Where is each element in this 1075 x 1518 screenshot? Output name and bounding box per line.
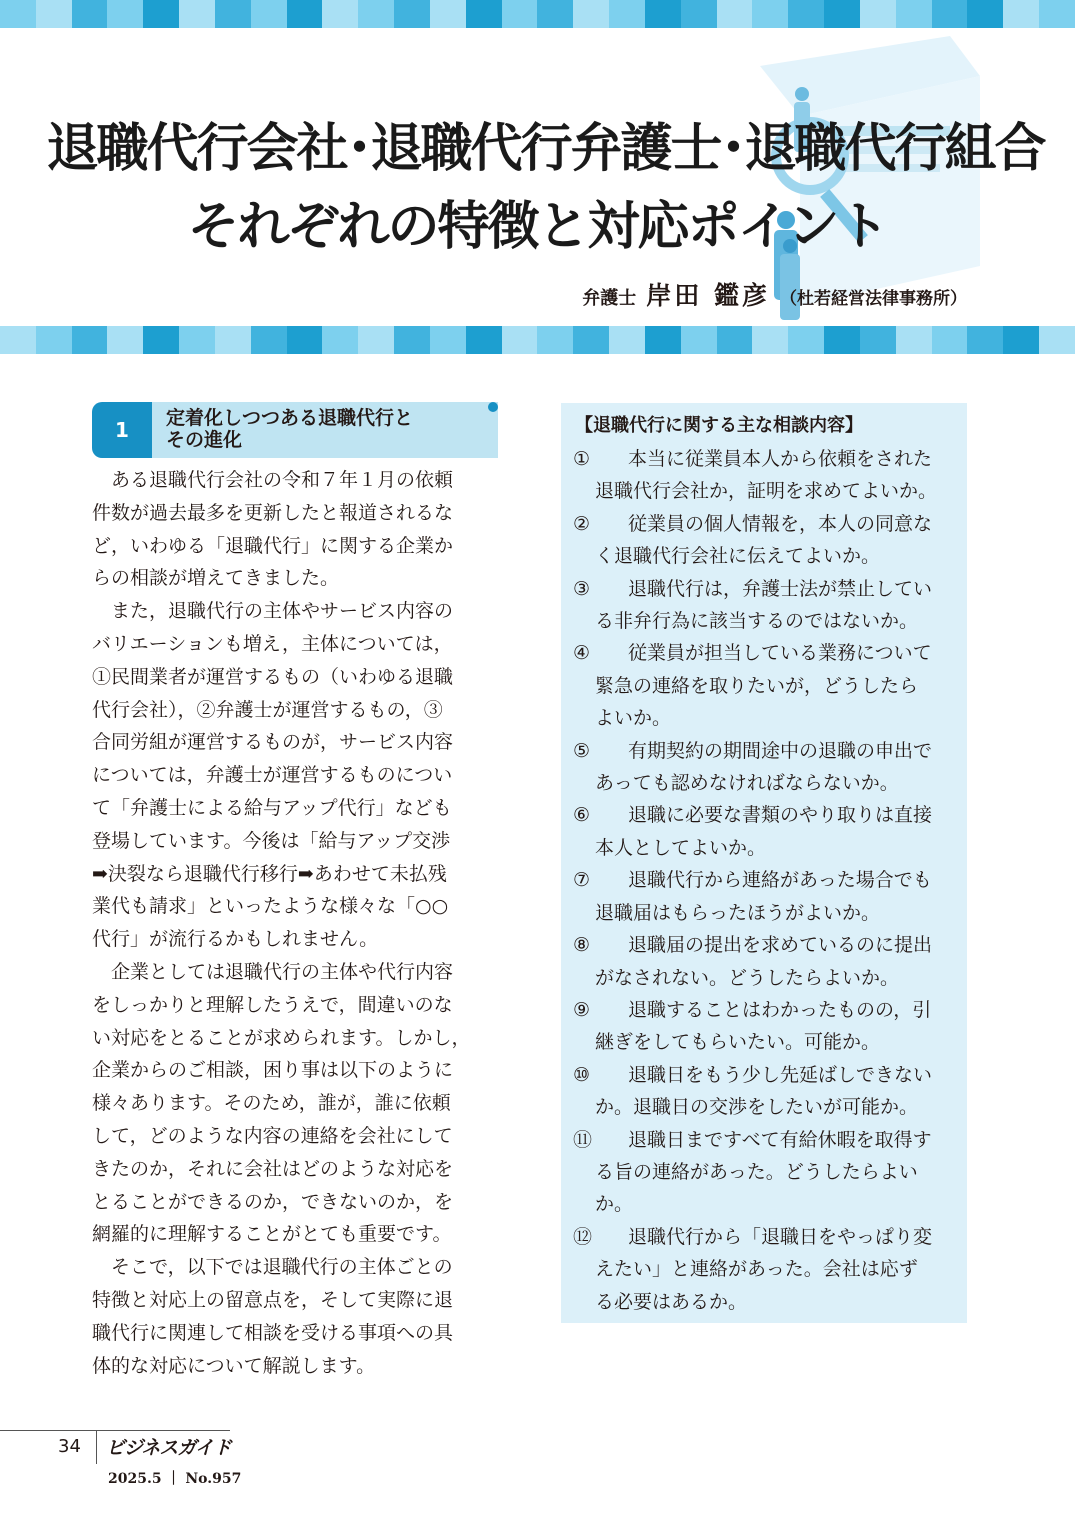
list-item [573, 799, 961, 864]
item-text-line: 有期契約の期間途中の退職の申出で [609, 739, 933, 762]
item-text-line: 本当に従業員本人から依頼をされた [609, 448, 933, 470]
body-line: バリエーションも増え，主体については， [92, 632, 453, 655]
item-number: ⑦ [573, 869, 591, 892]
box-title: 【退職代行に関する主な相談内容】 [575, 415, 863, 436]
body-line: 企業からのご相談，困り事は以下のように [92, 1059, 454, 1082]
body-line: ど，いわゆる「退職代行」に関する企業か [92, 534, 454, 557]
body-line: そこで，以下では退職代行の主体ごとの [92, 1256, 453, 1279]
item-text-line: 継ぎをしてもらいたい。可能か。 [595, 1031, 881, 1054]
item-text-line: る非弁行為に該当するのではないか。 [595, 610, 919, 633]
body-line: きたのか，それに会社はどのような対応を [92, 1157, 454, 1180]
section-number: 1 [92, 402, 152, 458]
list-item [573, 1059, 961, 1124]
item-text-line: 本人としてよいか。 [595, 836, 767, 859]
body-line: 網羅的に理解することがとても重要です。 [92, 1223, 452, 1246]
item-number: ③ [573, 577, 591, 600]
list-item [573, 637, 961, 734]
item-number: ① [573, 448, 591, 470]
item-number: ⑨ [573, 998, 591, 1021]
body-line: ①民間業者が運営するもの（いわゆる退職 [92, 665, 454, 688]
section-heading [92, 402, 498, 458]
body-line: また，退職代行の主体やサービス内容の [92, 600, 454, 623]
item-text-line: あっても認めなければならないか。 [595, 772, 899, 795]
body-line: 代行」が流行るかもしれません。 [92, 928, 379, 951]
item-text-line: 退職届はもらったほうがよいか。 [595, 901, 881, 924]
item-text-line: よいか。 [595, 707, 672, 730]
item-text-line: 退職代行から「退職日をやっぱり変 [609, 1225, 933, 1248]
author-affiliation: （杜若経営法律事務所） [780, 289, 967, 309]
list-item [573, 1124, 961, 1221]
body-line: 業代も請求」といったような様々な「○○ [92, 895, 449, 918]
list-item [573, 508, 961, 573]
body-line: い対応をとることが求められます。しかし， [92, 1026, 471, 1049]
list-item [573, 994, 961, 1059]
body-line: については，弁護士が運営するものについ [92, 764, 453, 787]
item-text-line: 退職代行会社か，証明を求めてよいか。 [595, 480, 938, 503]
item-text-line: 従業員が担当している業務について [609, 642, 932, 665]
author-name: 岸田 鑑彦 [646, 281, 770, 310]
consultation-box [561, 403, 967, 1323]
list-item [573, 443, 961, 508]
item-text-line: く退職代行会社に伝えてよいか。 [595, 545, 881, 568]
dot-icon [488, 402, 498, 412]
page-title-line2: それぞれの特徴と対応ポイント [187, 197, 888, 257]
body-line: ➡決裂なら退職代行移行➡あわせて未払残 [92, 862, 447, 885]
magazine-logo: ビジネスガイド [106, 1437, 231, 1459]
item-text-line: えたい」と連絡があった。会社は応ず [595, 1258, 918, 1281]
item-number: ⑩ [573, 1063, 591, 1086]
item-text-line: 緊急の連絡を取りたいが，どうしたら [595, 674, 919, 697]
item-number: ② [573, 512, 591, 535]
body-line: 登場しています。今後は「給与アップ交渉 [92, 829, 451, 852]
body-line: 件数が過去最多を更新したと報道されるな [92, 501, 454, 524]
body-line: 特徴と対応上の留意点を，そして実際に退 [92, 1288, 454, 1311]
item-number: ⑥ [573, 804, 591, 827]
body-text [92, 464, 498, 1382]
item-text-line: 退職代行は，弁護士法が禁止してい [609, 577, 933, 600]
item-text-line: か。退職日の交渉をしたいが可能か。 [595, 1096, 919, 1119]
page-number: 34 [58, 1436, 81, 1457]
body-line: 職代行に関連して相談を受ける事項への具 [92, 1321, 454, 1344]
body-line: とることができるのか，できないのか，を [92, 1190, 454, 1213]
item-text-line: がなされない。どうしたらよいか。 [595, 966, 900, 989]
page-title-line1: 退職代行会社･退職代行弁護士･退職代行組合 [46, 119, 1045, 179]
item-number: ④ [573, 642, 591, 665]
item-text-line: 退職届の提出を求めているのに提出 [609, 934, 933, 957]
item-text-line: る旨の連絡があった。どうしたらよい [595, 1160, 918, 1183]
footer-rule [0, 1430, 230, 1431]
issue-number: 2025.5 ｜ No.957 [108, 1471, 242, 1487]
item-number: ⑪ [573, 1128, 593, 1151]
item-text-line: 退職日まですべて有給休暇を取得す [609, 1128, 932, 1151]
body-line: 代行会社），②弁護士が運営するもの，③ [92, 698, 443, 721]
top-stripe [0, 0, 1075, 28]
item-text-line: る必要はあるか。 [595, 1290, 748, 1313]
item-text-line: 退職に必要な書類のやり取りは直接 [609, 804, 933, 827]
middle-stripe [0, 326, 1075, 354]
body-line: て「弁護士による給与アップ代行」なども [92, 796, 452, 819]
list-item [573, 929, 961, 994]
list-item [573, 573, 961, 638]
body-line: をしっかりと理解したうえで，間違いのな [92, 993, 453, 1016]
author-role: 弁護士 [582, 288, 637, 309]
author-byline [582, 276, 967, 312]
item-text-line: 退職することはわかったものの，引 [609, 998, 932, 1021]
body-line: ある退職代行会社の令和７年１月の依頼 [92, 469, 454, 491]
consultation-list [573, 443, 961, 1318]
list-item [573, 1221, 961, 1318]
list-item [573, 735, 961, 800]
body-line: らの相談が増えてきました。 [92, 567, 340, 590]
item-text-line: か。 [595, 1193, 634, 1216]
item-number: ⑧ [573, 934, 591, 957]
body-line: 体的な対応について解説します。 [92, 1354, 376, 1377]
item-number: ⑫ [573, 1225, 593, 1248]
item-text-line: 退職日をもう少し先延ばしできない [609, 1063, 933, 1086]
item-text-line: 退職代行から連絡があった場合でも [609, 869, 932, 892]
list-item [573, 864, 961, 929]
item-text-line: 従業員の個人情報を，本人の同意な [609, 512, 933, 535]
section-title: 定着化しつつある退職代行と その進化 [166, 407, 414, 451]
body-line: 様々あります。そのため，誰が，誰に依頼 [92, 1092, 451, 1115]
body-line: 企業としては退職代行の主体や代行内容 [92, 960, 454, 983]
item-number: ⑤ [573, 739, 591, 762]
body-line: して，どのような内容の連絡を会社にして [92, 1124, 453, 1147]
body-line: 合同労組が運営するものが，サービス内容 [92, 731, 454, 754]
